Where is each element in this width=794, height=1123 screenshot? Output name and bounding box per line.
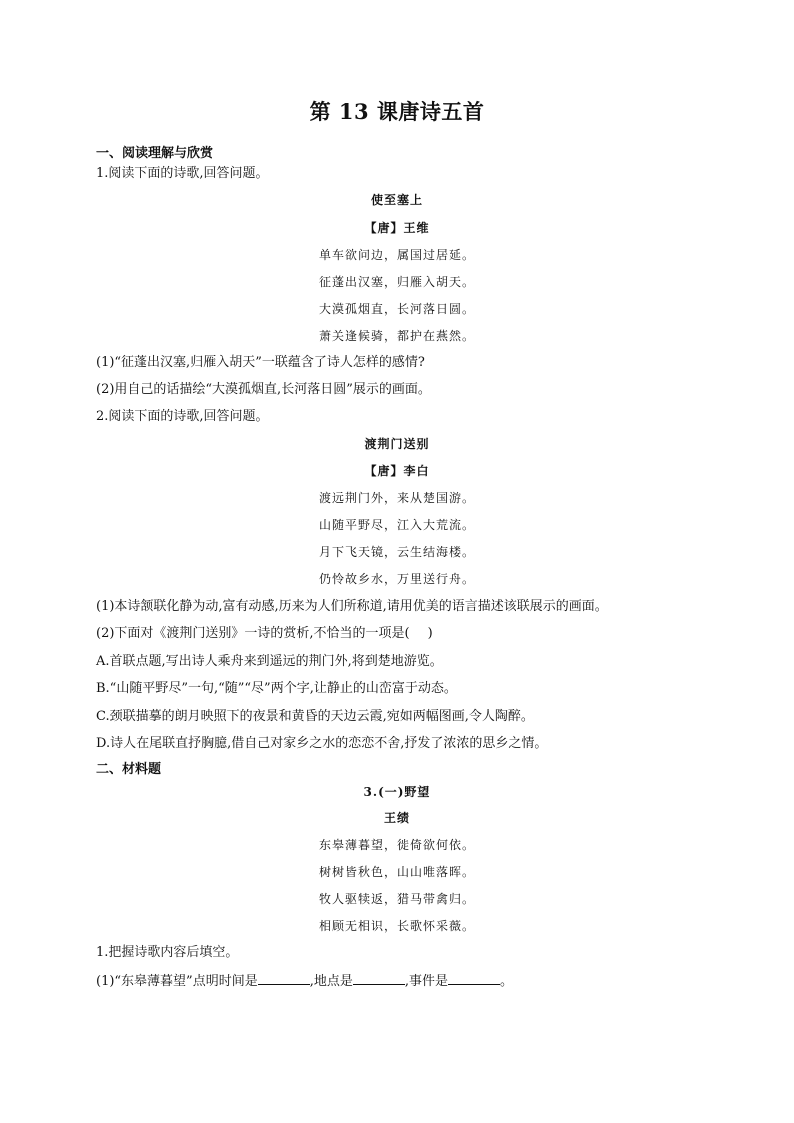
question-2-sub-2-text: (2)下面对《渡荆门送别》一诗的赏析,不恰当的一项是(: [96, 626, 410, 641]
poem-2-title: 渡荆门送别: [364, 437, 430, 451]
blank-event[interactable]: [448, 972, 500, 985]
poem-2-line: 月下飞天镜，云生结海楼。: [318, 545, 475, 559]
poem-1-line: 大漠孤烟直，长河落日圆。: [318, 302, 475, 316]
option-d: D.诗人在尾联直抒胸臆,借自己对家乡之水的恋恋不舍,抒发了浓浓的思乡之情。: [96, 736, 548, 751]
poem-3-line: 牧人驱犊返，猎马带禽归。: [318, 892, 475, 906]
poem-1-line: 萧关逢候骑，都护在燕然。: [318, 329, 475, 343]
poem-2-line: 渡远荆门外，来从楚国游。: [318, 491, 475, 505]
fill-text-event: ,事件是: [404, 974, 448, 989]
question-2-sub-1: (1)本诗颔联化静为动,富有动感,历来为人们所称道,请用优美的语言描述该联展示的画面。: [96, 599, 608, 614]
section-heading-material: 二、材料题: [96, 762, 162, 777]
poem-1-line: 征蓬出汉塞，归雁入胡天。: [318, 275, 475, 289]
poem-2-author: 【唐】李白: [364, 464, 430, 478]
option-a: A.首联点题,写出诗人乘舟来到遥远的荆门外,将到楚地游览。: [96, 654, 443, 669]
question-2-intro: 2.阅读下面的诗歌,回答问题。: [96, 409, 269, 424]
option-b: B.“山随平野尽”一句,“随”“尽”两个字,让静止的山峦富于动态。: [96, 681, 457, 696]
fill-text-end: 。: [500, 974, 514, 989]
page-title: 第 13 课唐诗五首: [309, 99, 485, 124]
question-1-sub-1: (1)“征蓬出汉塞,归雁入胡天”一联蕴含了诗人怎样的感情?: [96, 355, 425, 370]
fill-text-place: ,地点是: [309, 974, 353, 989]
poem-3-author: 王绩: [383, 811, 410, 825]
poem-3-line: 树树皆秋色，山山唯落晖。: [318, 865, 475, 879]
blank-time[interactable]: [258, 972, 310, 985]
poem-3-title: 3.(一)野望: [363, 785, 431, 799]
poem-1-title: 使至塞上: [370, 193, 423, 207]
blank-place[interactable]: [353, 972, 405, 985]
poem-1-author: 【唐】王维: [364, 221, 430, 235]
question-2-sub-2: [96, 626, 433, 642]
question-1-intro: 1.阅读下面的诗歌,回答问题。: [96, 166, 269, 181]
poem-2-line: 山随平野尽，江入大荒流。: [318, 518, 475, 532]
poem-2-line: 仍怜故乡水，万里送行舟。: [318, 572, 475, 586]
section-heading-reading: 一、阅读理解与欣赏: [96, 146, 214, 161]
question-3-fill: [96, 972, 513, 990]
poem-3-line: 东皋薄暮望，徙倚欲何依。: [318, 838, 475, 852]
fill-text-time: (1)“东皋薄暮望”点明时间是: [96, 974, 258, 989]
question-3-task: 1.把握诗歌内容后填空。: [96, 945, 239, 960]
question-1-sub-2: (2)用自己的话描绘“大漠孤烟直,长河落日圆”展示的画面。: [96, 382, 431, 397]
poem-1-line: 单车欲问边，属国过居延。: [318, 248, 475, 262]
option-c: C.颈联描摹的朗月映照下的夜景和黄昏的天边云霞,宛如两幅图画,令人陶醉。: [96, 709, 534, 724]
poem-3-line: 相顾无相识，长歌怀采薇。: [318, 919, 475, 933]
question-2-sub-2-close: ): [427, 626, 433, 641]
